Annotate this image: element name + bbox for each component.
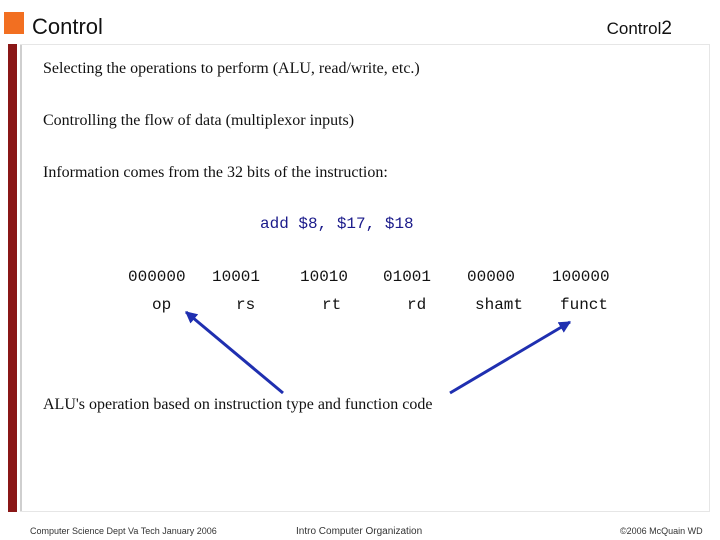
instruction-opcode: add bbox=[260, 215, 289, 233]
footer-right: ©2006 McQuain WD bbox=[620, 526, 703, 536]
bits-funct: 100000 bbox=[552, 268, 610, 286]
slide-title: Control bbox=[32, 14, 103, 39]
bits-rd: 01001 bbox=[383, 268, 432, 286]
bits-op: 000000 bbox=[128, 268, 186, 286]
bits-shamt: 00000 bbox=[467, 268, 516, 286]
bits-rt: 10010 bbox=[300, 268, 349, 286]
field-rd: rd bbox=[407, 296, 427, 314]
footer-center: Intro Computer Organization bbox=[296, 526, 423, 537]
slide-number: 2 bbox=[661, 18, 672, 39]
footer-left: Computer Science Dept Va Tech January 2006 bbox=[30, 526, 217, 536]
field-op: op bbox=[152, 296, 172, 314]
arrow-to-funct bbox=[450, 322, 570, 393]
slide-header-label: Control bbox=[606, 19, 662, 38]
bullet-line-4: ALU's operation based on instruction type and function code bbox=[43, 396, 433, 413]
bullet-line-1: Selecting the operations to perform (ALU, read/write, etc.) bbox=[43, 60, 420, 77]
field-shamt: shamt bbox=[475, 296, 524, 314]
arrow-to-op bbox=[186, 312, 283, 393]
bullet-line-3: Information comes from the 32 bits of the instruction: bbox=[43, 164, 388, 181]
field-rt: rt bbox=[322, 296, 342, 314]
field-funct: funct bbox=[560, 296, 609, 314]
field-rs: rs bbox=[236, 296, 256, 314]
bits-rs: 10001 bbox=[212, 268, 261, 286]
bullet-line-2: Controlling the flow of data (multiplexor inputs) bbox=[43, 112, 355, 129]
instruction-args: $8, $17, $18 bbox=[298, 215, 414, 233]
